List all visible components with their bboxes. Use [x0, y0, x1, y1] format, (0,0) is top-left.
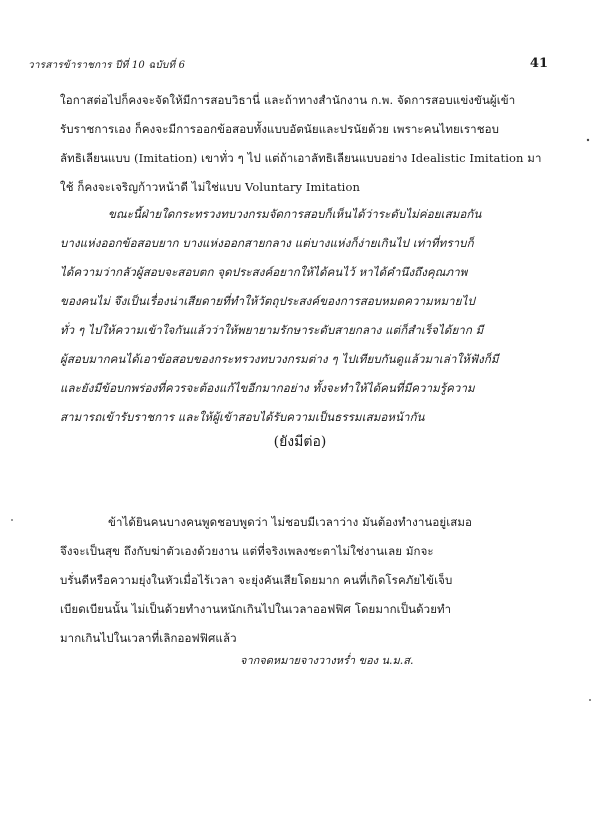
quote-line: เบียดเบียนนั้น ไม่เป็นด้วยทำงานหนักเกินไปในเวลาออฟฟิศ โดยมากเป็นด้วยทำ [60, 602, 452, 616]
quote-line: จึงจะเป็นสุข ถึงกับฆ่าตัวเองด้วยงาน แต่ที่จริงเพลงชะตาไม่ใช่งานเลย มักจะ [60, 544, 434, 558]
quote-line: ข้าได้ยินคนบางคนพูดชอบพูดว่า ไม่ชอบมีเวลาว่าง มันต้องทำงานอยู่เสมอ [108, 515, 473, 529]
paragraph-line: ทั่ว ๆ ไปให้ความเข้าใจกันแล้วว่าให้พยายามรักษาระดับสายกลาง แต่ก็สำเร็จได้ยาก มี [60, 323, 484, 337]
quote-line: มากเกินไปในเวลาที่เลิกออฟฟิศแล้ว [60, 631, 237, 645]
paragraph-2 [60, 200, 548, 432]
paragraph-line: สามารถเข้ารับราชการ และให้ผู้เข้าสอบได้รับความเป็นธรรมเสมอหน้ากัน [60, 410, 425, 424]
paragraph-line: บางแห่งออกข้อสอบยาก บางแห่งออกสายกลาง แต่บางแห่งก็ง่ายเกินไป เท่าที่ทราบก็ [60, 236, 474, 250]
paragraph-line: ได้ความว่ากลัวผู้สอบจะสอบตก จุดประสงค์อยากให้ได้คนไว้ หาได้คำนึงถึงคุณภาพ [60, 265, 468, 279]
paragraph-line: ของคนไม่ จึงเป็นเรื่องน่าเสียดายที่ทำให้วัตถุประสงค์ของการสอบหมดความหมายไป [60, 294, 475, 308]
paragraph-line: ผู้สอบมากคนได้เอาข้อสอบของกระทรวงทบวงกรมต่าง ๆ ไปเทียบกันดูแล้วมาเล่าให้ฟังก็มี [60, 352, 499, 366]
running-title: วารสารข้าราชการ ปีที่ 10 ฉบับที่ 6 [28, 60, 186, 71]
paragraph-line: และยังมีข้อบกพร่องที่ควรจะต้องแก้ไขอีกมากอย่าง ทั้งจะทำให้ได้คนที่มีความรู้ความ [60, 381, 475, 395]
paragraph-line: ใอกาสต่อไปก็คงจะจัดให้มีการสอบวิธานี่ และถ้าทางสำนักงาน ก.พ. จัดการสอบแข่งขันผู้เข้า [60, 93, 516, 107]
paragraph-line: ใช้ ก็คงจะเจริญก้าวหน้าดี ไม่ใช่แบบ Voluntary Imitation [60, 180, 360, 194]
quote-source: จากจดหมายจางวางหร่ำ ของ น.ม.ส. [240, 654, 414, 667]
paragraph-1 [60, 86, 548, 202]
paragraph-line: ลัทธิเลียนแบบ (Imitation) เขาทั่ว ๆ ไป แต่ถ้าเอาลัทธิเลียนแบบอย่าง Idealistic Imitation มา [60, 151, 542, 165]
quote-block [60, 508, 548, 653]
to-be-continued: (ยังมีต่อ) [273, 434, 327, 450]
paragraph-line: รับราชการเอง ก็คงจะมีการออกข้อสอบทั้งแบบอัตนัยและปรนัยด้วย เพราะคนไทยเราชอบ [60, 122, 500, 136]
quote-line: บรั่นดีหรือความยุ่งในหัวเมื่อไร้เวลา จะยุ่งคันเสียโดยมาก คนที่เกิดโรคภัยไข้เจ็บ [60, 573, 453, 587]
page-number: 41 [529, 56, 548, 71]
paragraph-line: ขณะนี้ฝ่ายใดกระทรวงทบวงกรมจัดการสอบก็เห็นได้ว่าระดับไม่ค่อยเสมอกัน [108, 207, 482, 221]
page-header [28, 58, 548, 78]
